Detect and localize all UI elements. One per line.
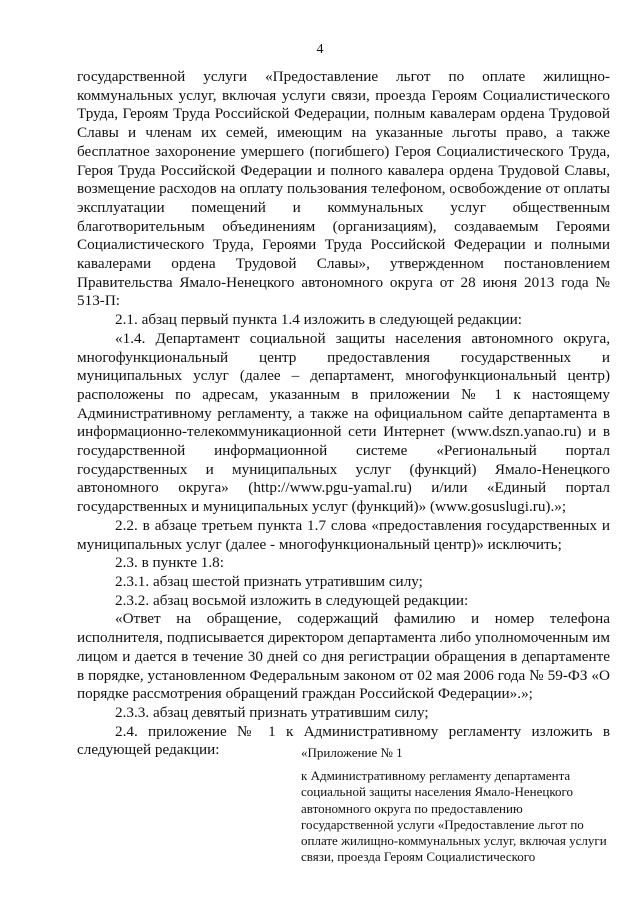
- page-number: 4: [316, 42, 324, 57]
- paragraph-2-4: 2.4. приложение № 1 к Административному регламенту изложить в следующей редакции:: [77, 722, 610, 759]
- paragraph-2-2: 2.2. в абзаце третьем пункта 1.7 слова «предоставления государственных и муниципальных услуг (далее - многофункциональный центр)» исключить;: [77, 516, 610, 553]
- paragraph-2-3-2: 2.3.2. абзац восьмой изложить в следующей редакции:: [115, 591, 469, 609]
- appendix-title: «Приложение № 1: [301, 745, 403, 760]
- paragraph-quote-answer: «Ответ на обращение, содержащий фамилию и номер телефона исполнителя, подписывается директором департамента либо уполномоченным им лицом и дается в течение 30 дней со дня регистрации обращения в департаменте в порядке, установленном Федеральным законом от 02 мая 2006 года № 59-ФЗ «О порядке рассмотрения обращений граждан Российской Федерации».»;: [77, 610, 610, 703]
- paragraph-2-3-3: 2.3.3. абзац девятый признать утратившим силу;: [115, 703, 429, 721]
- paragraph-quote-1-4: «1.4. Департамент социальной защиты населения автономного округа, многофункциональный центр предоставления государственных и муниципальных услуг (далее – департамент, многофункциональный центр) расположены по адресам, указанным в приложении № 1 к настоящему Административному регламенту, а также на официальном сайте департамента в информационно-телекоммуникационной сети Интернет (www.dszn.yanao.ru) и в государственной информационной системе «Региональный портал государственных и муниципальных услуг (функций) Ямало-Ненецкого автономного округа» (http://www.pgu-yamal.ru) и/или «Единый портал государственных и муниципальных услуг (функций)» (www.gosuslugi.ru).»;: [77, 329, 610, 516]
- paragraph-2-1: 2.1. абзац первый пункта 1.4 изложить в следующей редакции:: [115, 311, 522, 329]
- document-body: [77, 68, 610, 760]
- paragraph-2-3: 2.3. в пункте 1.8:: [115, 554, 224, 572]
- paragraph-intro: государственной услуги «Предоставление льгот по оплате жилищно-коммунальных услуг, включая услуги связи, проезда Героям Социалистического Труда, Героям Труда Российской Федерации, полным кавалерам ордена Трудовой Славы и членам их семей, имеющим на указанные льготы право, а также бесплатное захоронение умершего (погибшего) Героя Социалистического Труда, Героя Труда Российской Федерации и полного кавалера ордена Трудовой Славы, возмещение расходов на оплату пользования телефоном, освобождение от оплаты эксплуатации помещений и коммунальных услуг общественным благотворительным объединениям (организациям), создаваемым Героями Социалистического Труда, Героями Труда Российской Федерации и полными кавалерами ордена Трудовой Славы», утвержденном постановлением Правительства Ямало-Ненецкого автономного округа от 28 июня 2013 года № 513-П:: [77, 68, 610, 310]
- appendix-block: [301, 745, 611, 865]
- appendix-text: к Административному регламенту департамента социальной защиты населения Ямало-Ненецкого автономного округа по предоставлению государственной услуги «Предоставление льгот по оплате жилищно-коммунальных услуг, включая услуги связи, проезда Героям Социалистического: [301, 768, 607, 865]
- paragraph-2-3-1: 2.3.1. абзац шестой признать утратившим силу;: [115, 572, 423, 590]
